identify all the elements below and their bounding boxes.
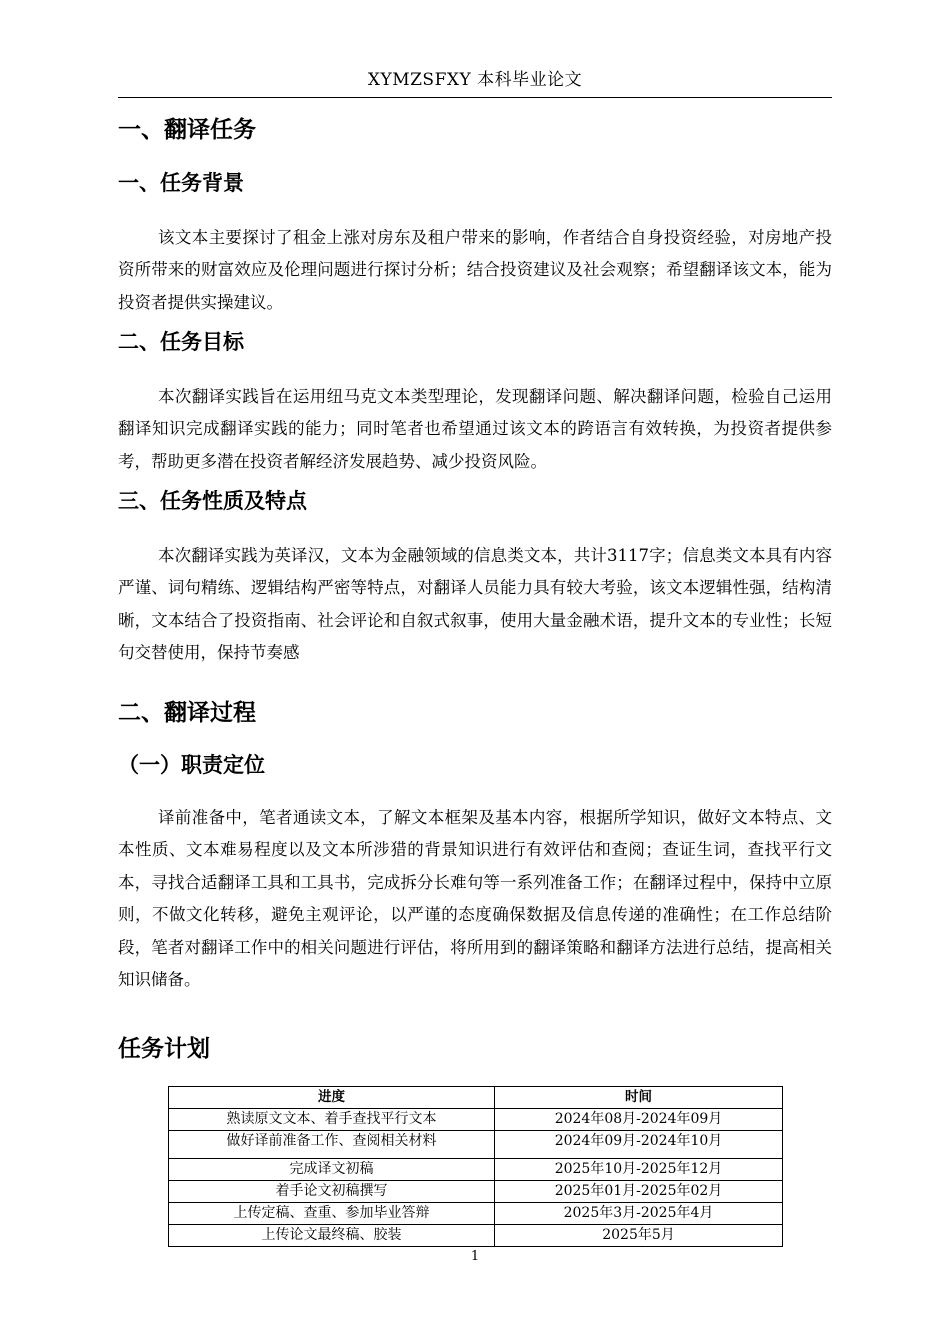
progress-cell: 熟读原文文本、着手查找平行文本 — [169, 1109, 495, 1131]
table-row — [169, 1131, 783, 1159]
table-row — [169, 1181, 783, 1203]
time-cell: 2025年5月 — [495, 1225, 783, 1247]
table-row — [169, 1203, 783, 1225]
subsection-title-objectives: 二、任务目标 — [118, 330, 244, 354]
table-row — [169, 1159, 783, 1181]
section-title-plan: 任务计划 — [118, 1036, 210, 1062]
plan-table — [168, 1086, 783, 1247]
column-header-time: 时间 — [495, 1087, 783, 1109]
time-cell: 2025年10月-2025年12月 — [495, 1159, 783, 1181]
paragraph-background: 该文本主要探讨了租金上涨对房东及租户带来的影响，作者结合自身投资经验，对房地产投资所带来的财富效应及伦理问题进行探讨分析；结合投资建议及社会观察；希望翻译该文本，能为投资者提供实操建议。 — [118, 228, 832, 312]
paragraph-role: 译前准备中，笔者通读文本，了解文本框架及基本内容，根据所学知识，做好文本特点、文本性质、文本难易程度以及文本所涉猎的背景知识进行有效评估和查阅；查证生词，查找平行文本，寻找合适翻译工具和工具书，完成拆分长难句等一系列准备工作；在翻译过程中，保持中立原则，不做文化转移，避免主观评论，以严谨的态度确保数据及信息传递的准确性；在工作总结阶段，笔者对翻译工作中的相关问题进行评估，将所用到的翻译策略和翻译方法进行总结，提高相关知识储备。 — [118, 808, 832, 990]
subsection-title-role: （一）职责定位 — [118, 753, 265, 777]
table-header-row — [169, 1087, 783, 1109]
page-number: 1 — [470, 1249, 480, 1264]
paragraph-objectives: 本次翻译实践旨在运用纽马克文本类型理论，发现翻译问题、解决翻译问题，检验自己运用翻译知识完成翻译实践的能力；同时笔者也希望通过该文本的跨语言有效转换，为投资者提供参考，帮助更多潜在投资者解经济发展趋势、减少投资风险。 — [118, 387, 832, 471]
time-cell: 2024年09月-2024年10月 — [495, 1131, 783, 1159]
progress-cell: 上传定稿、查重、参加毕业答辩 — [169, 1203, 495, 1225]
table-row — [169, 1109, 783, 1131]
column-header-progress: 进度 — [169, 1087, 495, 1109]
table-row — [169, 1225, 783, 1247]
section-title-translation-task: 一、翻译任务 — [118, 117, 256, 143]
progress-cell: 完成译文初稿 — [169, 1159, 495, 1181]
subsection-title-nature: 三、任务性质及特点 — [118, 489, 307, 513]
running-header: XYMZSFXY 本科毕业论文 — [367, 70, 583, 90]
progress-cell: 上传论文最终稿、胶装 — [169, 1225, 495, 1247]
paragraph-nature: 本次翻译实践为英译汉，文本为金融领域的信息类文本，共计3117字；信息类文本具有内容严谨、词句精练、逻辑结构严密等特点，对翻译人员能力具有较大考验，该文本逻辑性强，结构清晰，文本结合了投资指南、社会评论和自叙式叙事，使用大量金融术语，提升文本的专业性；长短句交替使用，保持节奏感 — [118, 546, 832, 663]
progress-cell: 着手论文初稿撰写 — [169, 1181, 495, 1203]
time-cell: 2025年3月-2025年4月 — [495, 1203, 783, 1225]
subsection-title-background: 一、任务背景 — [118, 171, 244, 195]
progress-cell: 做好译前准备工作、查阅相关材料 — [169, 1131, 495, 1159]
header-rule — [118, 97, 832, 98]
time-cell: 2024年08月-2024年09月 — [495, 1109, 783, 1131]
time-cell: 2025年01月-2025年02月 — [495, 1181, 783, 1203]
section-title-translation-process: 二、翻译过程 — [118, 700, 256, 726]
